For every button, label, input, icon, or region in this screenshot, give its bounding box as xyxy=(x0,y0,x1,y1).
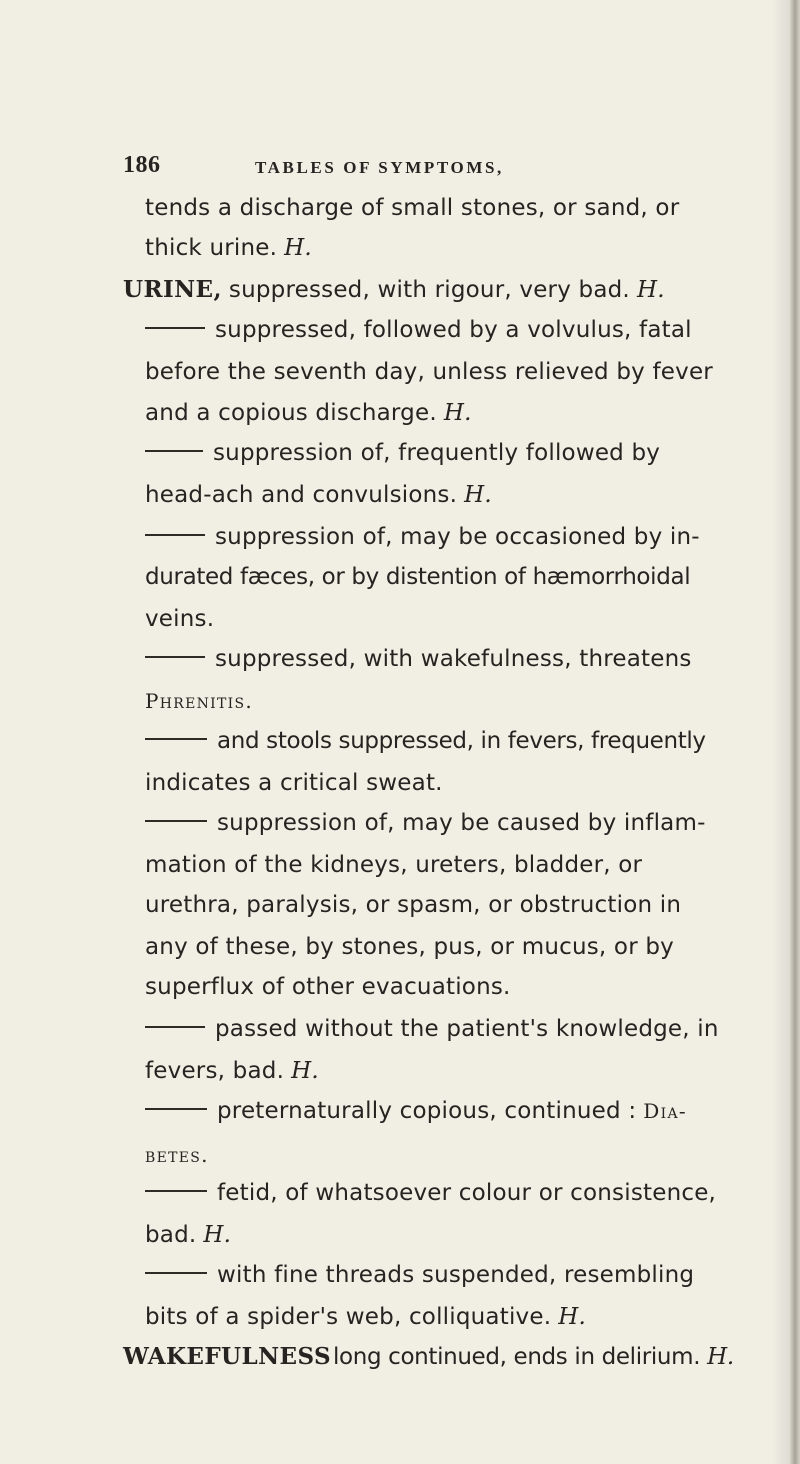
text-line: thick urine. H. xyxy=(145,235,312,261)
ditto-rule xyxy=(145,1108,207,1110)
subentry-line: suppression of, may be caused by inflam- xyxy=(145,807,706,839)
subentry-line: suppressed, followed by a volvulus, fatal xyxy=(145,314,692,346)
text-line: superflux of other evacuations. xyxy=(145,974,511,1000)
author-abbreviation: H. xyxy=(558,1304,586,1330)
entry-headword: WAKEFULNESS xyxy=(123,1343,331,1370)
disease-name-continued: betes. xyxy=(145,1143,209,1167)
text-line: indicates a critical sweat. xyxy=(145,770,443,796)
ditto-rule xyxy=(145,534,205,536)
ditto-rule xyxy=(145,1026,205,1028)
text-line: veins. xyxy=(145,606,215,632)
text-line: any of these, by stones, pus, or mucus, or by xyxy=(145,934,674,960)
author-abbreviation: H. xyxy=(203,1222,232,1248)
subentry-line: suppression of, frequently followed by xyxy=(145,437,660,469)
text-line: bits of a spider's web, colliquative. H. xyxy=(145,1304,586,1330)
author-abbreviation: H. xyxy=(636,277,665,303)
text-line: durated fæces, or by distention of hæmorrhoidal xyxy=(145,564,691,590)
disease-name: Phrenitis. xyxy=(145,689,254,713)
text-line xyxy=(145,685,253,717)
ditto-rule xyxy=(145,1190,207,1192)
entry-wakefulness: WAKEFULNESSlong continued, ends in delirium. H. xyxy=(123,1343,734,1370)
subentry-line: suppressed, with wakefulness, threatens xyxy=(145,643,692,675)
text-line: before the seventh day, unless relieved by fever xyxy=(145,359,713,385)
subentry-line: passed without the patient's knowledge, in xyxy=(145,1013,719,1045)
text-line: tends a discharge of small stones, or sand, or xyxy=(145,195,680,221)
text-line: head-ach and convulsions. H. xyxy=(145,482,492,508)
text-line: and a copious discharge. H. xyxy=(145,400,472,426)
text-line xyxy=(145,1139,209,1171)
author-abbreviation: H. xyxy=(291,1058,319,1084)
disease-name: Dia- xyxy=(643,1099,687,1123)
subentry-line: with fine threads suspended, resembling xyxy=(145,1259,694,1291)
running-title: TABLES OF SYMPTOMS, xyxy=(255,158,504,177)
ditto-rule xyxy=(145,327,205,329)
page-number: 186 xyxy=(123,152,161,178)
subentry-line: suppression of, may be occasioned by in- xyxy=(145,521,700,553)
author-abbreviation: H. xyxy=(707,1344,734,1370)
subentry-line: preternaturally copious, continued : Dia- xyxy=(145,1095,687,1127)
text-line: urethra, paralysis, or spasm, or obstruction in xyxy=(145,892,682,918)
entry-urine: URINE, suppressed, with rigour, very bad. H. xyxy=(123,276,665,303)
text-line: mation of the kidneys, ureters, bladder, or xyxy=(145,852,643,878)
page-header xyxy=(123,152,693,188)
ditto-rule xyxy=(145,656,205,658)
ditto-rule xyxy=(145,738,207,740)
page-binding-edge xyxy=(790,0,800,1464)
ditto-rule xyxy=(145,450,203,452)
entry-headword: URINE, xyxy=(123,276,222,303)
text-line: fevers, bad. H. xyxy=(145,1058,319,1084)
author-abbreviation: H. xyxy=(464,482,492,508)
subentry-line: and stools suppressed, in fevers, frequently xyxy=(145,725,706,757)
subentry-line: fetid, of whatsoever colour or consistence, xyxy=(145,1177,716,1209)
text-line: bad. H. xyxy=(145,1222,232,1248)
author-abbreviation: H. xyxy=(443,400,472,426)
ditto-rule xyxy=(145,1272,207,1274)
author-abbreviation: H. xyxy=(284,235,312,261)
ditto-rule xyxy=(145,820,207,822)
